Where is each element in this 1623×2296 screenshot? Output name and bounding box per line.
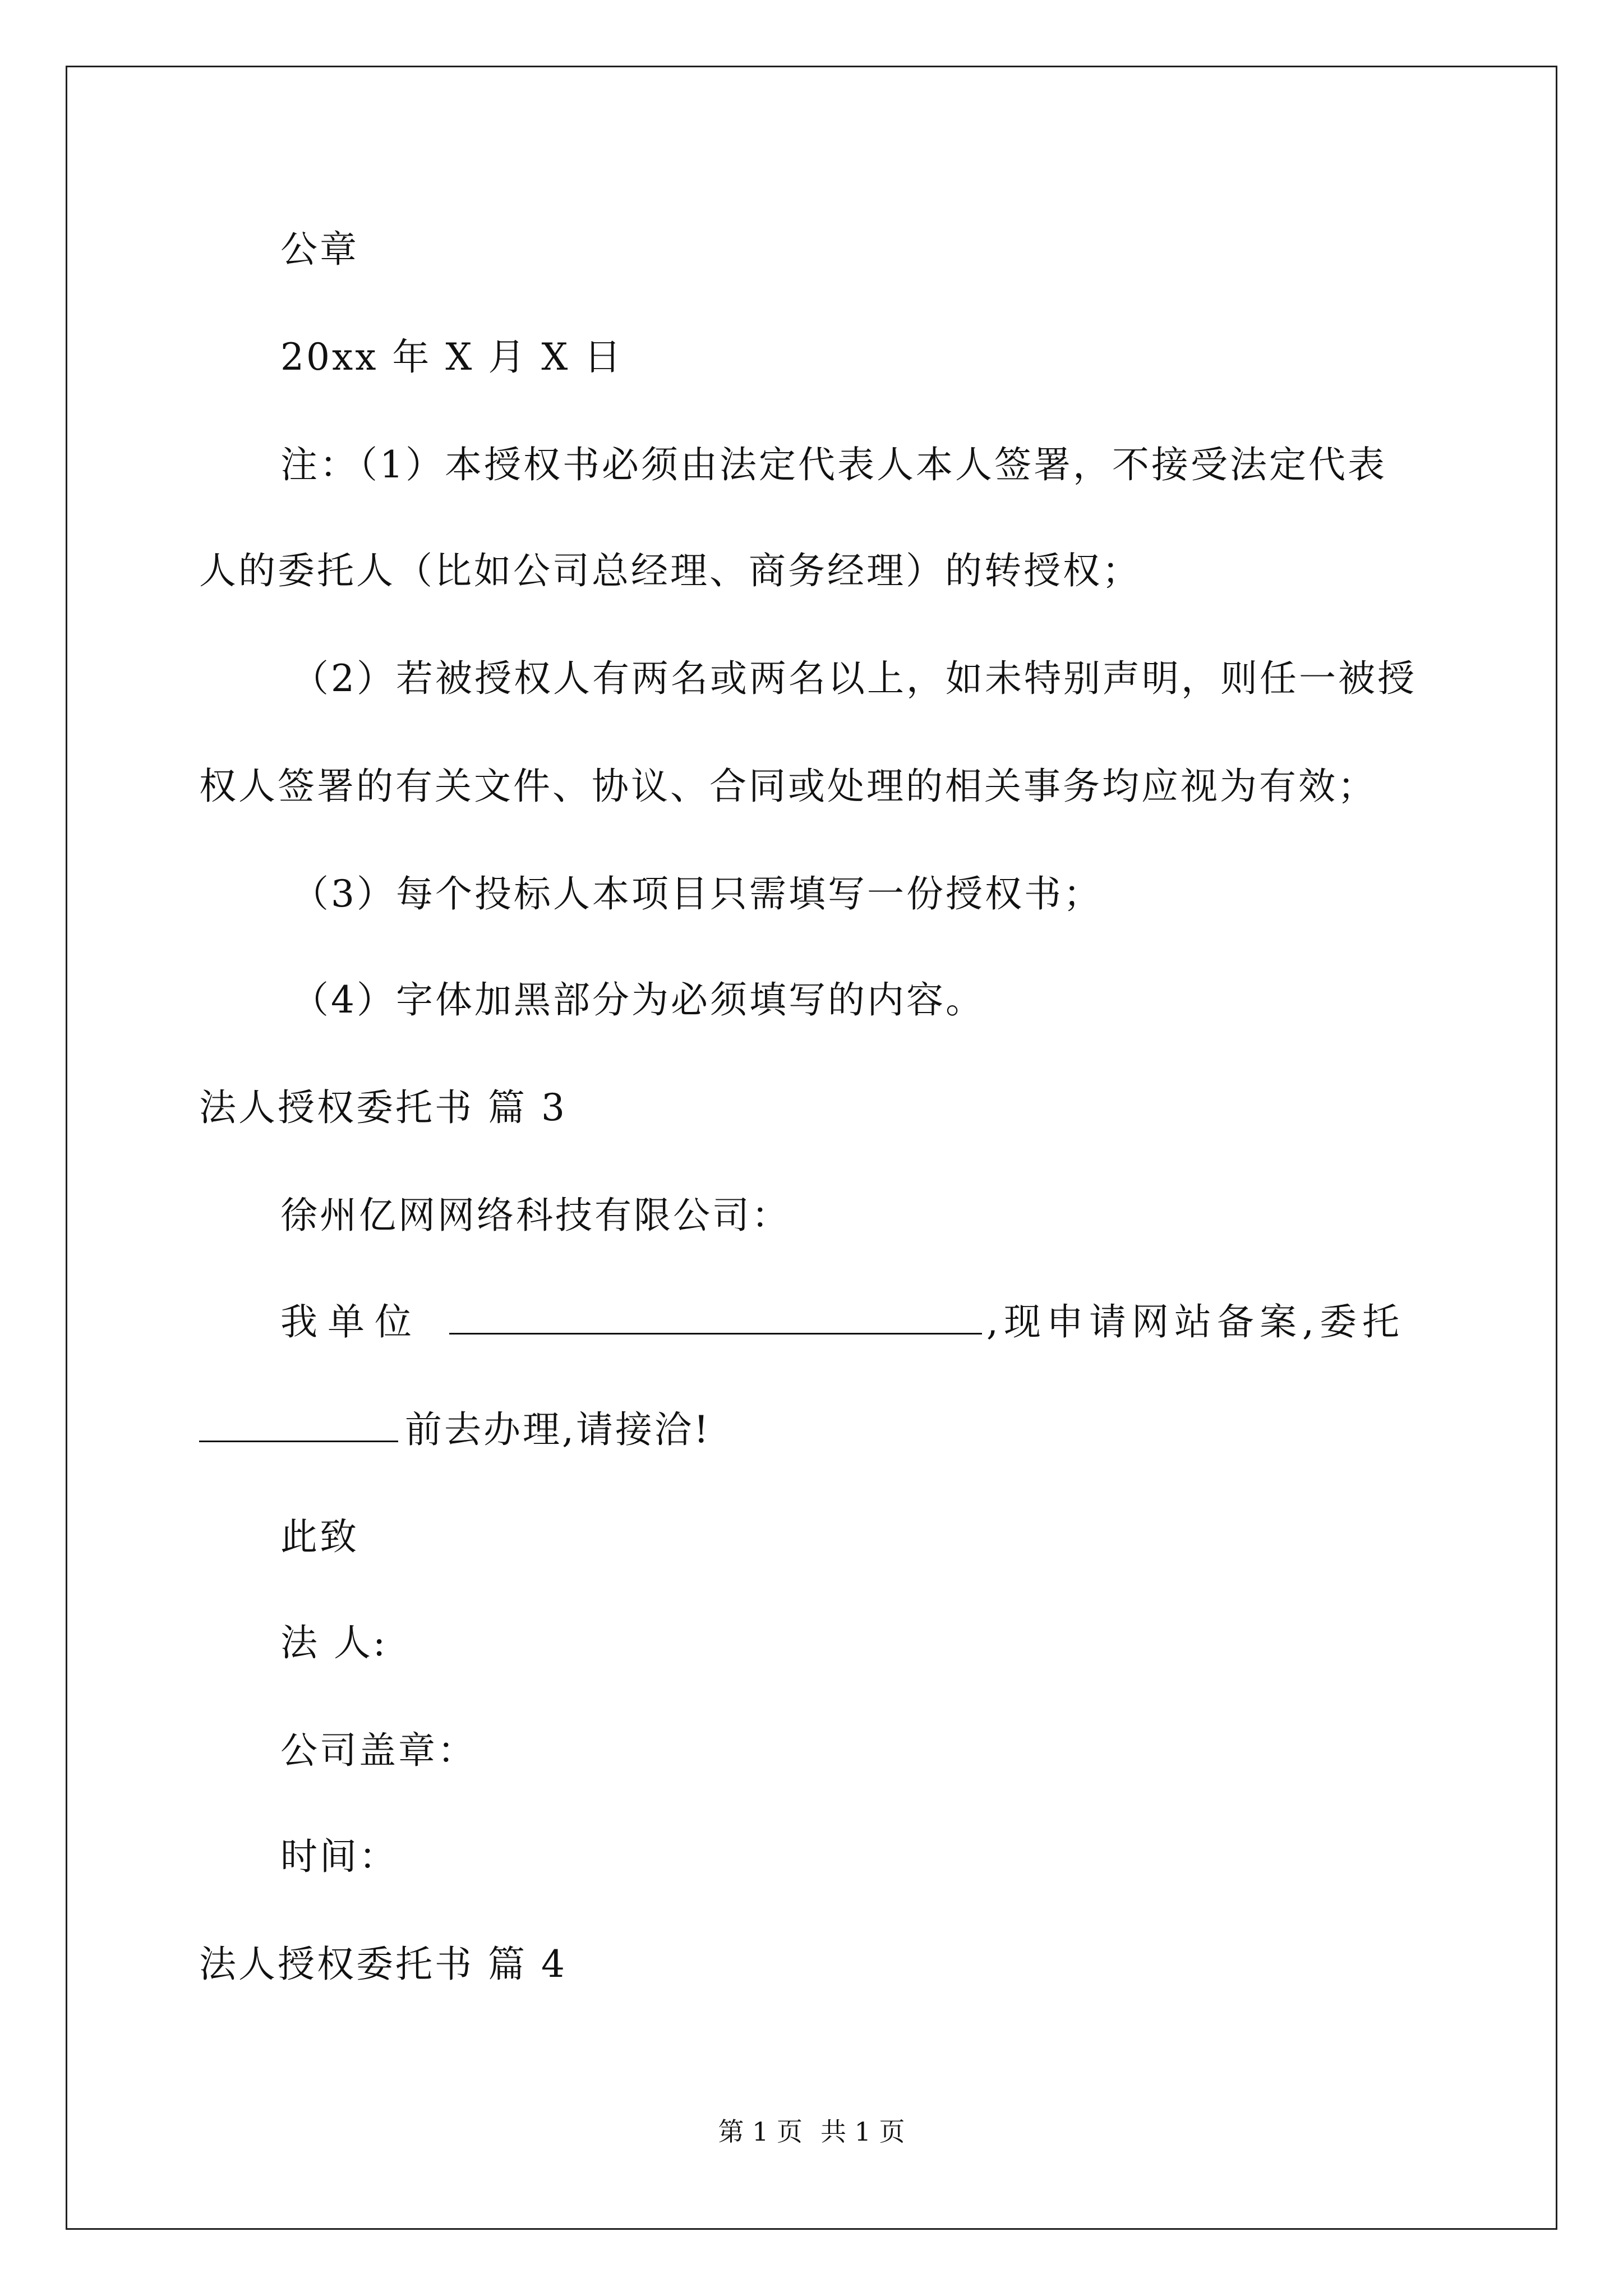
page-total: 共 1 页 — [820, 2116, 905, 2147]
time-label: 时间： — [280, 1835, 398, 1878]
note-1-line-1: 注：（1）本授权书必须由法定代表人本人签署，不接受法定代表 — [280, 443, 1387, 486]
delegate-name-blank[interactable] — [199, 1407, 398, 1442]
page-number: 第 1 页 — [718, 2116, 803, 2147]
closing-salutation: 此致 — [280, 1515, 359, 1558]
request-suffix: ,现申请网站备案,委托 — [986, 1300, 1405, 1343]
page-border — [66, 66, 1557, 2230]
page-footer — [0, 2115, 1623, 2148]
delegate-line — [199, 1407, 711, 1452]
note-1-line-2: 人的委托人（比如公司总经理、商务经理）的转授权； — [199, 549, 1141, 592]
note-3: （3）每个投标人本项目只需填写一份授权书； — [292, 872, 1103, 915]
note-4: （4）字体加黑部分为必须填写的内容。 — [292, 978, 985, 1022]
request-line — [280, 1299, 1405, 1345]
addressee: 徐州亿网网络科技有限公司： — [280, 1194, 791, 1237]
date-line: 20xx 年 X 月 X 日 — [280, 335, 624, 379]
legal-person-label: 法 人: — [280, 1621, 388, 1664]
section-heading-3: 法人授权委托书 篇 3 — [199, 1086, 567, 1129]
request-prefix: 我单位 — [280, 1300, 422, 1343]
note-2-line-2: 权人签署的有关文件、协议、合同或处理的相关事务均应视为有效； — [199, 765, 1377, 808]
delegate-text: 前去办理,请接洽! — [405, 1408, 711, 1451]
section-heading-4: 法人授权委托书 篇 4 — [199, 1943, 567, 1986]
seal-label: 公章 — [280, 228, 359, 271]
note-2-line-1: （2）若被授权人有两名或两名以上，如未特别声明，则任一被授 — [292, 657, 1417, 700]
unit-name-blank[interactable] — [449, 1299, 982, 1335]
company-seal-label: 公司盖章： — [280, 1729, 477, 1772]
